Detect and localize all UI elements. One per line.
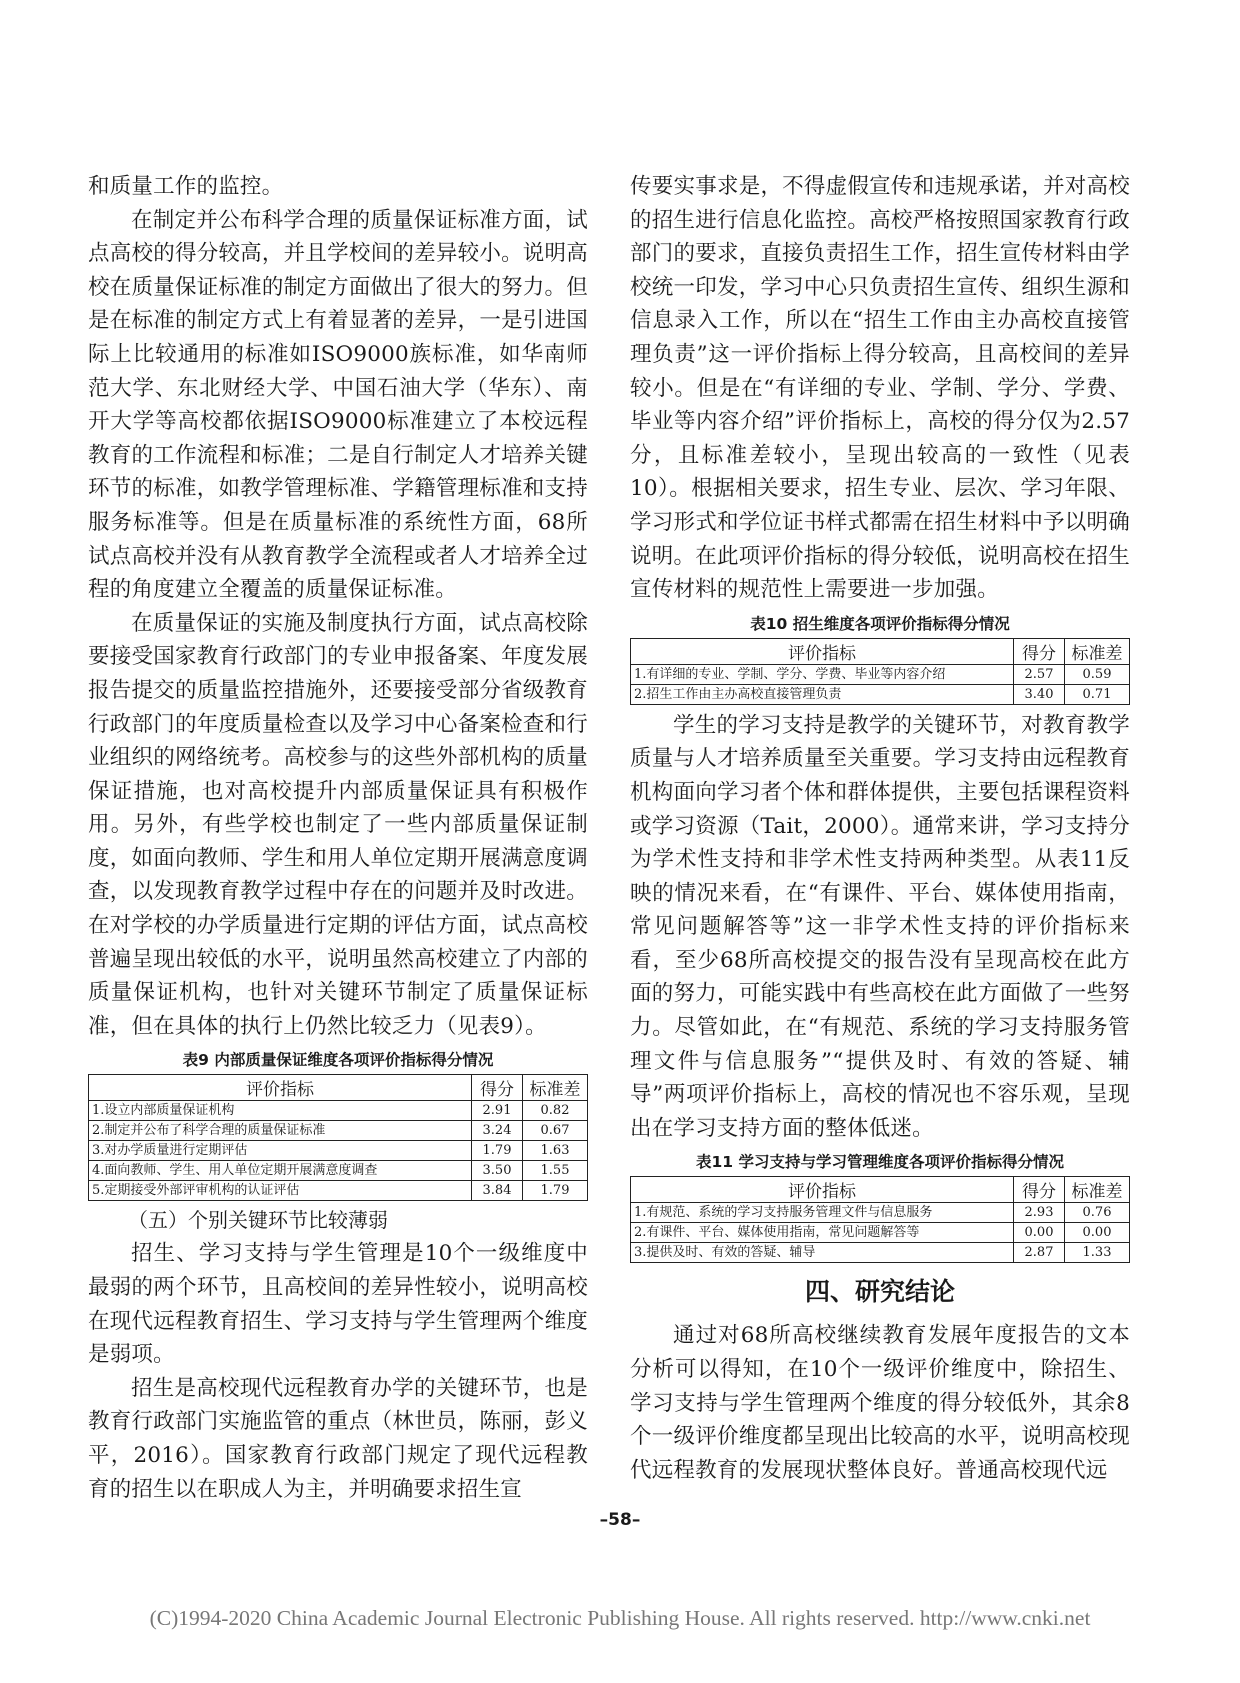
table-row — [89, 1121, 588, 1141]
table-cell: 3.40 — [1014, 684, 1065, 704]
table-cell: 4.面向教师、学生、用人单位定期开展满意度调查 — [89, 1161, 472, 1181]
page-number: –58– — [599, 1510, 641, 1530]
section-heading: （五）个别关键环节比较薄弱 — [128, 1208, 388, 1233]
table-header-row — [89, 1075, 588, 1101]
table-cell: 3.50 — [472, 1161, 523, 1181]
table-header-row — [631, 638, 1130, 664]
table-cell: 1.设立内部质量保证机构 — [89, 1101, 472, 1121]
column-header: 评价指标 — [631, 1177, 1014, 1203]
paragraph: 在质量保证的实施及制度执行方面，试点高校除要接受国家教育行政部门的专业申报备案、年度发展报告提交的质量监控措施外，还要接受部分省级教育行政部门的年度质量检查以及学习中心备案检查和行业组织的网络统考。高校参与的这些外部机构的质量保证措施，也对高校提升内部质量保证具有积极作用。另外，有些学校也制定了一些内部质量保证制度，如面向教师、学生和用人单位定期开展满意度调查，以发现教育教学过程中存在的问题并及时改进。在对学校的办学质量进行定期的评估方面，试点高校普遍呈现出较低的水平，说明虽然高校建立了内部的质量保证机构，也针对关键环节制定了质量保证标准，但在具体的执行上仍然比较乏力（见表9）。 — [88, 610, 588, 1039]
paragraph: 招生、学习支持与学生管理是10个一级维度中最弱的两个环节，且高校间的差异性较小，说明高校在现代远程教育招生、学习支持与学生管理两个维度是弱项。 — [88, 1241, 588, 1368]
table-cell: 0.59 — [1065, 664, 1130, 684]
table-cell: 3.24 — [472, 1121, 523, 1141]
table-caption: 表9 内部质量保证维度各项评价指标得分情况 — [182, 1051, 494, 1070]
table-row — [89, 1141, 588, 1161]
column-header: 标准差 — [1065, 638, 1130, 664]
column-header: 评价指标 — [631, 638, 1014, 664]
table-cell: 2.招生工作由主办高校直接管理负责 — [631, 684, 1014, 704]
copyright-notice: (C)1994-2020 China Academic Journal Electronic Publishing House. All rights reserved. http://www.cnki.net — [149, 1606, 1091, 1630]
table-row — [631, 1203, 1130, 1223]
table-row — [631, 664, 1130, 684]
table-cell: 2.有课件、平台、媒体使用指南，常见问题解答等 — [631, 1223, 1014, 1243]
table-cell: 3.对办学质量进行定期评估 — [89, 1141, 472, 1161]
table-10 — [630, 638, 1130, 705]
table-row — [631, 684, 1130, 704]
table-cell: 1.79 — [523, 1181, 588, 1201]
table-row — [89, 1181, 588, 1201]
left-column — [88, 170, 588, 1506]
table-row — [631, 1223, 1130, 1243]
table-cell: 3.提供及时、有效的答疑、辅导 — [631, 1243, 1014, 1263]
column-header: 标准差 — [1065, 1177, 1130, 1203]
column-header: 标准差 — [523, 1075, 588, 1101]
table-cell: 1.63 — [523, 1141, 588, 1161]
table-11 — [630, 1176, 1130, 1263]
table-cell: 2.93 — [1014, 1203, 1065, 1223]
right-column — [630, 170, 1130, 1487]
table-cell: 0.82 — [523, 1101, 588, 1121]
column-header: 评价指标 — [89, 1075, 472, 1101]
table-cell: 2.91 — [472, 1101, 523, 1121]
table-cell: 0.00 — [1014, 1223, 1065, 1243]
table-cell: 5.定期接受外部评审机构的认证评估 — [89, 1181, 472, 1201]
table-row — [89, 1101, 588, 1121]
table-cell: 3.84 — [472, 1181, 523, 1201]
paragraph: 招生是高校现代远程教育办学的关键环节，也是教育行政部门实施监管的重点（林世员，陈丽，彭义平，2016）。国家教育行政部门规定了现代远程教育的招生以在职成人为主，并明确要求招生宣 — [88, 1375, 588, 1502]
table-cell: 1.有详细的专业、学制、学分、学费、毕业等内容介绍 — [631, 664, 1014, 684]
paragraph: 在制定并公布科学合理的质量保证标准方面，试点高校的得分较高，并且学校间的差异较小。说明高校在质量保证标准的制定方面做出了很大的努力。但是在标准的制定方式上有着显著的差异，一是引进国际上比较通用的标准如ISO9000族标准，如华南师范大学、东北财经大学、中国石油大学（华东）、南开大学等高校都依据ISO9000标准建立了本校远程教育的工作流程和标准；二是自行制定人才培养关键环节的标准，如教学管理标准、学籍管理标准和支持服务标准等。但是在质量标准的系统性方面，68所试点高校并没有从教育教学全流程或者人才培养全过程的角度建立全覆盖的质量保证标准。 — [88, 207, 588, 603]
table-cell: 0.67 — [523, 1121, 588, 1141]
section-heading: 四、研究结论 — [804, 1277, 955, 1307]
table-9 — [88, 1074, 588, 1201]
table-row — [89, 1161, 588, 1181]
table-cell: 1.79 — [472, 1141, 523, 1161]
table-cell: 2.57 — [1014, 664, 1065, 684]
table-cell: 2.87 — [1014, 1243, 1065, 1263]
paragraph: 通过对68所高校继续教育发展年度报告的文本分析可以得知，在10个一级评价维度中，除招生、学习支持与学生管理两个维度的得分较低外，其余8个一级评价维度都呈现出比较高的水平，说明高校现代远程教育的发展现状整体良好。普通高校现代远 — [630, 1323, 1130, 1483]
table-header-row — [631, 1177, 1130, 1203]
column-header: 得分 — [1014, 1177, 1065, 1203]
paragraph: 和质量工作的监控。 — [88, 174, 284, 199]
table-cell: 0.76 — [1065, 1203, 1130, 1223]
table-cell: 0.71 — [1065, 684, 1130, 704]
table-row — [631, 1243, 1130, 1263]
column-header: 得分 — [1014, 638, 1065, 664]
column-header: 得分 — [472, 1075, 523, 1101]
table-cell: 1.33 — [1065, 1243, 1130, 1263]
table-caption: 表10 招生维度各项评价指标得分情况 — [750, 614, 1010, 633]
table-cell: 2.制定并公布了科学合理的质量保证标准 — [89, 1121, 472, 1141]
table-caption: 表11 学习支持与学习管理维度各项评价指标得分情况 — [696, 1153, 1064, 1172]
table-cell: 1.有规范、系统的学习支持服务管理文件与信息服务 — [631, 1203, 1014, 1223]
table-cell: 1.55 — [523, 1161, 588, 1181]
paragraph: 学生的学习支持是教学的关键环节，对教育教学质量与人才培养质量至关重要。学习支持由远程教育机构面向学习者个体和群体提供，主要包括课程资料或学习资源（Tait，2000）。通常来讲，学习支持分为学术性支持和非学术性支持两种类型。从表11反映的情况来看，在“有课件、平台、媒体使用指南，常见问题解答等”这一非学术性支持的评价指标来看，至少68所高校提交的报告没有呈现高校在此方面的努力，可能实践中有些高校在此方面做了一些努力。尽管如此，在“有规范、系统的学习支持服务管理文件与信息服务”“提供及时、有效的答疑、辅导”两项评价指标上，高校的情况也不容乐观，呈现出在学习支持方面的整体低迷。 — [630, 712, 1130, 1141]
table-cell: 0.00 — [1065, 1223, 1130, 1243]
paragraph: 传要实事求是，不得虚假宣传和违规承诺，并对高校的招生进行信息化监控。高校严格按照国家教育行政部门的要求，直接负责招生工作，招生宣传材料由学校统一印发，学习中心只负责招生宣传、组织生源和信息录入工作，所以在“招生工作由主办高校直接管理负责”这一评价指标上得分较高，且高校间的差异较小。但是在“有详细的专业、学制、学分、学费、毕业等内容介绍”评价指标上，高校的得分仅为2.57分，且标准差较小，呈现出较高的一致性（见表10）。根据相关要求，招生专业、层次、学习年限、学习形式和学位证书样式都需在招生材料中予以明确说明。在此项评价指标的得分较低，说明高校在招生宣传材料的规范性上需要进一步加强。 — [630, 174, 1130, 603]
